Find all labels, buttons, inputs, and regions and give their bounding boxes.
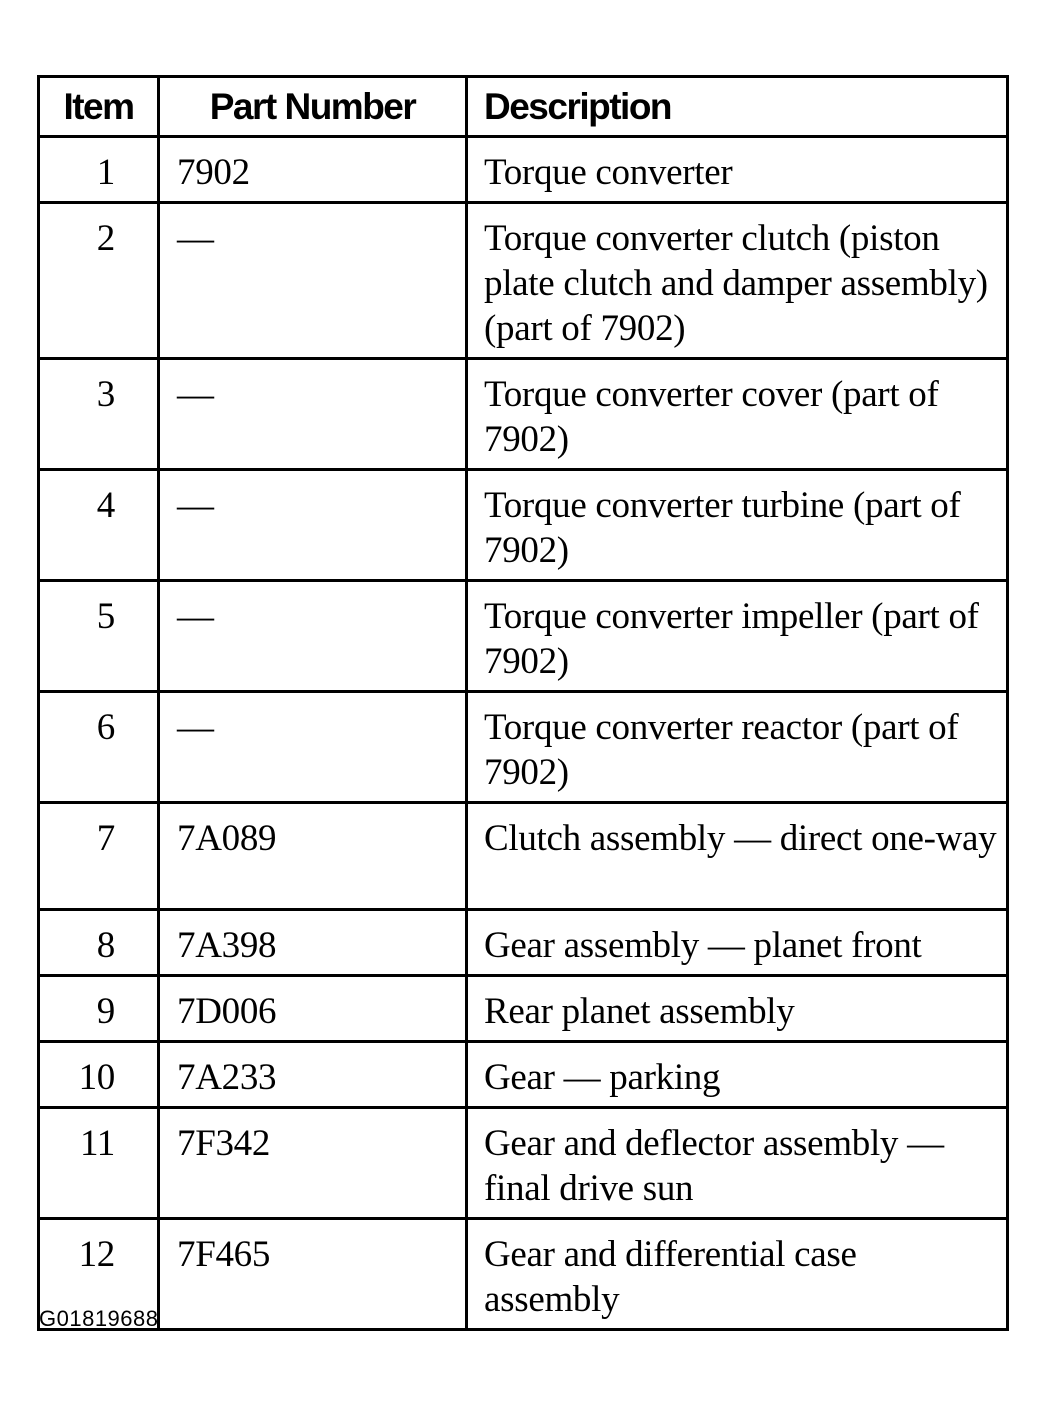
description-cell: Gear — parking <box>467 1042 1008 1108</box>
part-number-cell: 7F342 <box>159 1108 467 1219</box>
part-number-cell: — <box>159 203 467 359</box>
item-cell: 3 <box>39 359 159 470</box>
table-row <box>39 910 1008 976</box>
table-row <box>39 203 1008 359</box>
item-cell: 11 <box>39 1108 159 1219</box>
description-cell: Gear and differential case assembly <box>467 1219 1008 1330</box>
description-cell: Torque converter <box>467 137 1008 203</box>
part-number-cell: 7D006 <box>159 976 467 1042</box>
part-number-cell: — <box>159 581 467 692</box>
header-description: Description <box>467 77 1008 137</box>
item-cell: 2 <box>39 203 159 359</box>
item-cell: 7 <box>39 803 159 910</box>
part-number-cell: 7902 <box>159 137 467 203</box>
table-row <box>39 1108 1008 1219</box>
table-body <box>39 137 1008 1330</box>
table-row <box>39 1042 1008 1108</box>
description-cell: Torque converter turbine (part of 7902) <box>467 470 1008 581</box>
table-row <box>39 470 1008 581</box>
figure-id: G01819688 <box>39 1306 159 1331</box>
description-cell: Torque converter impeller (part of 7902) <box>467 581 1008 692</box>
part-number-cell: 7A089 <box>159 803 467 910</box>
item-cell: 1 <box>39 137 159 203</box>
table-row <box>39 692 1008 803</box>
item-cell: 6 <box>39 692 159 803</box>
part-number-cell: 7F465 <box>159 1219 467 1330</box>
header-part-number: Part Number <box>159 77 467 137</box>
description-cell: Torque converter cover (part of 7902) <box>467 359 1008 470</box>
description-cell: Rear planet assembly <box>467 976 1008 1042</box>
part-number-cell: 7A233 <box>159 1042 467 1108</box>
table-row <box>39 137 1008 203</box>
description-cell: Gear and deflector assembly — final drive sun <box>467 1108 1008 1219</box>
item-cell: 5 <box>39 581 159 692</box>
parts-table <box>37 75 1009 1331</box>
header-row <box>39 77 1008 137</box>
item-cell: 8 <box>39 910 159 976</box>
table-row <box>39 803 1008 910</box>
table-row <box>39 359 1008 470</box>
part-number-cell: 7A398 <box>159 910 467 976</box>
part-number-cell: — <box>159 359 467 470</box>
description-cell: Clutch assembly — direct one-way <box>467 803 1008 910</box>
part-number-cell: — <box>159 470 467 581</box>
item-cell: 4 <box>39 470 159 581</box>
table-row <box>39 1219 1008 1330</box>
part-number-cell: — <box>159 692 467 803</box>
description-cell: Torque converter clutch (piston plate clutch and damper assembly) (part of 7902) <box>467 203 1008 359</box>
item-cell: 12 <box>39 1219 159 1330</box>
item-cell: 10 <box>39 1042 159 1108</box>
description-cell: Torque converter reactor (part of 7902) <box>467 692 1008 803</box>
table-row <box>39 581 1008 692</box>
table-row <box>39 976 1008 1042</box>
header-item: Item <box>39 77 159 137</box>
item-cell: 9 <box>39 976 159 1042</box>
description-cell: Gear assembly — planet front <box>467 910 1008 976</box>
